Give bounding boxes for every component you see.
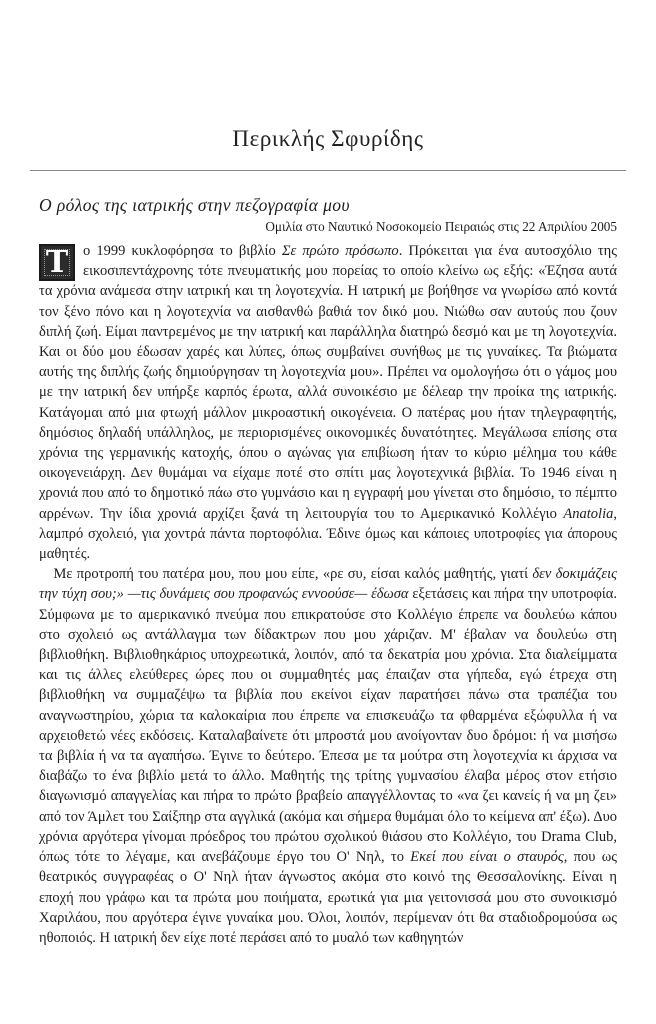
drop-cap-ornament [39,244,75,281]
text-run: , λαμπρό σχολειό, για χοντρά πάντα πορτοφόλια. Έδινε όμως και κάποιες υποτροφίες για άπορους μαθητές. [39,505,617,563]
text-run: ο 1999 κυκλοφόρησα το βιβλίο [83,243,282,259]
quote-italic: δεν δοκιμάζεις την τύχη σου;» —τις δυνάμεις σου προφανώς εννοούσε— έδωσα [39,566,617,603]
text-run: , που ως θεατρικός συγγραφέας ο Ο' Νηλ ήταν άγνωστος ακόμα στο κοινό της Θεσσαλονίκης. Είναι η εποχή που γράφω και τα πρώτα μου ποιήματα, ερωτικά για μια γειτονισσά μου στο συνοικισμό Χαριλάου, που αργότερα έγινε γυναίκα μου. Όλοι, λοιπόν, περίμεναν ότι θα σταδιοδρομούσα ως ηθοποιός. Η ιατρική δεν είχε ποτέ περάσει από το μυαλό των καθηγητών [39,849,617,946]
article-title: Ο ρόλος της ιατρικής στην πεζογραφία μου [39,195,350,215]
book-title-italic: Σε πρώτο πρόσωπο [281,243,399,259]
text-run: Με προτροπή του πατέρα μου, που μου είπε, «ρε συ, είσαι καλός μαθητής, γιατί [53,566,533,583]
play-title-italic: Εκεί που είναι ο σταυρός [410,849,564,866]
text-run: εξετάσεις και πήρα την υποτροφία. Σύμφωνα με το αμερικανικό πνεύμα που επικρατούσε στο Κολλέγιο έπρεπε να δουλεύω κάπου στο σχολειό ως αντάλλαγμα των δίδακτρων που μου χάριζαν. Μ' έβαλαν να δουλεύω στη βιβλιοθήκη. Βιβλιοθηκάριος υποχρεωτικά, λοιπόν, από τα δεκατρία μου χρόνια. Στα διαλείμματα και τις άλλες ελεύθερες ώρες που οι συμμαθητές μας έπαιζαν στα γήπεδα, εγώ έτρεχα στη βιβλιοθήκη να συμμαζέψω τα βιβλία που εκείνοι είχαν παρατήσει πάνω στα τραπέζια του αναγνωστηρίου, χώρια τα καλοκαίρια που έπρεπε να επισκευάζω τα φθαρμένα εξώφυλλα ή να αρχειοθετώ νέες εκδόσεις. Καταλαβαίνετε ότι μπροστά μου ανοίγονταν δυο δρόμοι: ή να μισήσω τα βιβλία ή να τα αγαπήσω. Έγινε το δεύτερο. Έπεσα με τα μούτρα στη λογοτεχνία κι άρχισα να διαβάζω το ένα βιβλίο μετά το άλλο. Μαθητής της τρίτης γυμνασίου έλαβα μέρος στον ετήσιο διαγωνισμό απαγγελίας και πήρα το πρώτο βραβείο απαγγέλλοντας το «να ζει κανείς ή να μη ζει» από τον Άμλετ του Σαίξπηρ στα αγγλικά (ακόμα και σήμερα θυμάμαι όλο το κείμενα απ' έξω). Δυο χρόνια αργότερα γίνομαι πρόεδρος του πρώτου σχολικού θιάσου στο Κολλέγιο, του Drama Club, όπως τότε το λέγαμε, και ανεβάζουμε έργο του Ο' Νηλ, το [39,586,617,866]
drop-cap-letter: Τ [45,245,69,280]
paragraph-2 [39,564,617,948]
title-divider [30,170,626,171]
author-name: Περικλής Σφυρίδης [232,126,424,151]
college-name-italic: Anatolia [563,505,614,522]
text-run: . Πρόκειται για ένα αυτοσχόλιο της εικοσιπεντάχρονης τότε πνευματικής μου πορείας το οποίο κλείνω ως εξής: «Έζησα αυτά τα χρόνια ανάμεσα στην ιατρική και τη λογοτεχνία. Η ιατρική με βοήθησε να γνωρίσω από κοντά τον ξένο πόνο και η λογοτεχνία να αισθανθώ βαθιά τον δικό μου. Νιώθω σαν αυτούς που ζουν διπλή ζωή. Είμαι παντρεμένος με την ιατρική και παράλληλα διατηρώ δεσμό και με τη λογοτεχνία. Και οι δύο μου έδωσαν χαρές και λύπες, όπως συμβαίνει συνήθως με τις γυναίκες. Τα βιώματα αυτής της διπλής ζωής δημιούργησαν τη λογοτεχνία μου». Πρέπει να ομολογήσω ότι ο γάμος μου με την ιατρική δεν υπήρξε καρπός έρωτα, αλλά συνοικέσιο με δέλεαρ την προίκα της ιατρικής. Κατάγομαι από μια φτωχή μάλλον μικροαστική οικογένεια. Ο πατέρας μου ήταν τηλεγραφητής, δημόσιος δηλαδή υπάλληλος, με περιορισμένες οικονομικές δυνατότητες. Μεγάλωσα επίσης στα χρόνια της γερμανικής κατοχής, όπου ο αγώνας για επιβίωση ήταν το κύριο μέλημα του κάθε οικογενειάρχη. Δεν θυμάμαι να είχαμε ποτέ στο σπίτι μας λογοτεχνικά βιβλία. Το 1946 είναι η χρονιά που από το δημοτικό πάω στο γυμνάσιο και η εγγραφή μου γίνεται στο δημόσιο, το πέμπτο αρρένων. Την ίδια χρονιά αρχίζει ξανά τη λειτουργία του το Αμερικανικό Κολλέγιο [39,243,618,522]
article-subtitle: Ομιλία στο Ναυτικό Νοσοκομείο Πειραιώς στις 22 Απριλίου 2005 [265,219,617,234]
article-body [39,241,617,948]
paragraph-1 [39,241,617,564]
